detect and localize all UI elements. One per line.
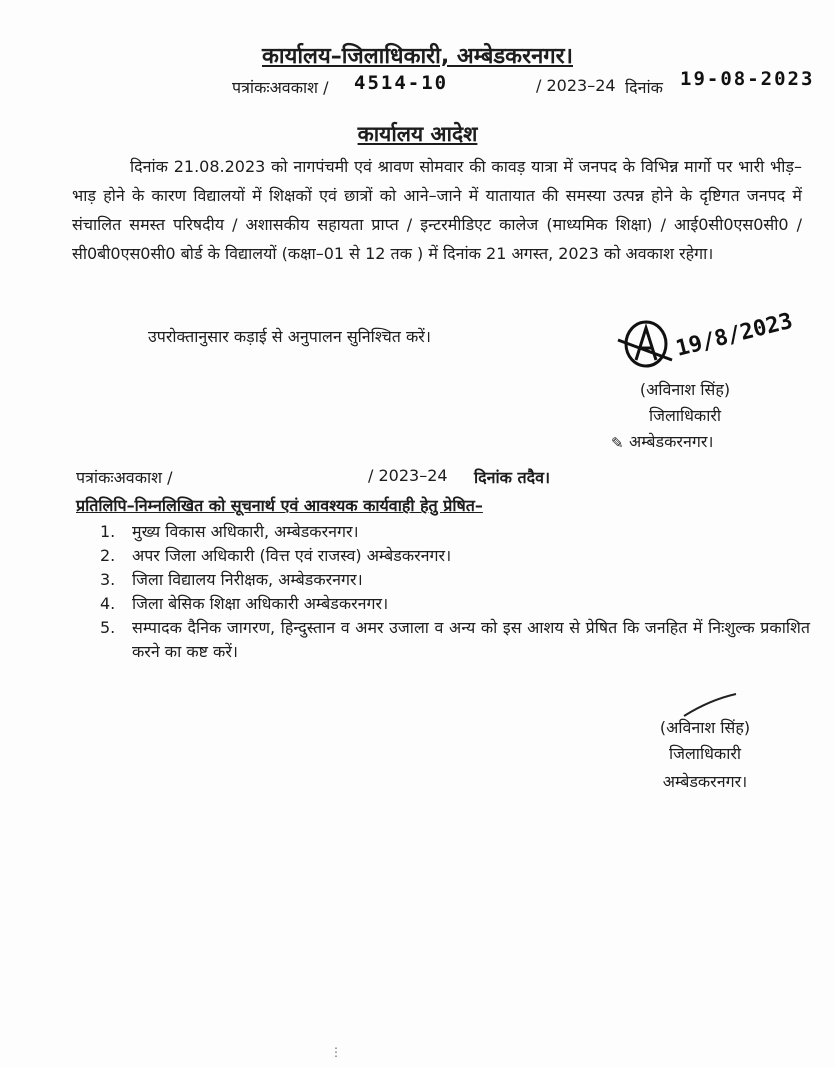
- signatory-2-name: (अविनाश सिंह): [659, 718, 751, 737]
- list-item-text: मुख्य विकास अधिकारी, अम्बेडकरनगर।: [132, 522, 359, 541]
- list-item-text: जिला बेसिक शिक्षा अधिकारी अम्बेडकरनगर।: [132, 594, 389, 613]
- order-title: कार्यालय आदेश: [357, 122, 478, 146]
- reference-prefix: पत्रांकःअवकाश /: [232, 78, 329, 97]
- compliance-line: उपरोक्तानुसार कड़ाई से अनुपालन सुनिश्चित करें।: [148, 327, 431, 346]
- initial-mark-icon: ✎: [611, 434, 624, 452]
- date-label: दिनांक: [625, 78, 663, 97]
- list-item-number: 4.: [100, 594, 116, 613]
- signatory-name: (अविनाश सिंह): [639, 380, 731, 399]
- list-item: [100, 520, 810, 544]
- list-item-text: अपर जिला अधिकारी (वित्त एवं राजस्व) अम्बेडकरनगर।: [132, 546, 452, 565]
- list-item-number: 5.: [100, 618, 116, 637]
- handwritten-signature: [610, 300, 835, 380]
- handwritten-date: 19-08-2023: [680, 68, 815, 90]
- signatory-2-designation: जिलाधिकारी: [668, 744, 742, 763]
- office-title: कार्यालय–जिलाधिकारी, अम्बेडकरनगर।: [261, 44, 573, 69]
- list-item-number: 1.: [100, 522, 116, 541]
- list-item-number: 3.: [100, 570, 116, 589]
- signatory-designation: जिलाधिकारी: [648, 406, 722, 425]
- copy-reference-year: / 2023–24: [368, 466, 448, 485]
- list-item-text: सम्पादक दैनिक जागरण, हिन्दुस्तान व अमर उजाला व अन्य को इस आशय से प्रेषित कि जनहित में निःशुल्क प्रकाशित करने का कष्ट करें।: [132, 618, 810, 661]
- list-item-text: जिला विद्यालय निरीक्षक, अम्बेडकरनगर।: [132, 570, 363, 589]
- reference-year: / 2023–24: [536, 76, 616, 95]
- list-item: [100, 568, 810, 592]
- signature-letter-a: [636, 328, 656, 360]
- copy-reference-prefix: पत्रांकःअवकाश /: [76, 468, 173, 487]
- list-item-number: 2.: [100, 546, 116, 565]
- signatory-2-place: अम्बेडकरनगर।: [662, 772, 748, 791]
- copy-date: दिनांक तदैव।: [474, 468, 551, 487]
- order-body: दिनांक 21.08.2023 को नागपंचमी एवं श्रावण सोमवार की कावड़ यात्रा में जनपद के विभिन्न मार्गो पर भारी भीड़–भाड़ होने के कारण विद्यालयों में शिक्षकों एवं छात्रों को आने–जाने में यातायात की समस्या उत्पन्न होने के दृष्टिगत जनपद में संचालित समस्त परिषदीय / अशासकीय सहायता प्राप्त / इन्टरमीडिएट कालेज (माध्यमिक शिक्षा) / आई0सी0एस0सी0 / सी0बी0एस0सी0 बोर्ड के विद्यालयों (कक्षा–01 से 12 तक ) में दिनांक 21 अगस्त, 2023 को अवकाश रहेगा।: [72, 157, 802, 263]
- handwritten-reference-number: 4514-10: [354, 72, 449, 94]
- signature-date: 19/8/2023: [673, 308, 796, 362]
- list-item: [100, 592, 810, 616]
- copy-recipient-list: [100, 520, 810, 664]
- copy-heading: प्रतिलिपि–निम्नलिखित को सूचनार्थ एवं आवश्यक कार्यवाही हेतु प्रेषित–: [76, 496, 483, 515]
- signatory-place: अम्बेडकरनगर।: [629, 432, 714, 451]
- list-item: [100, 616, 810, 664]
- list-item: [100, 544, 810, 568]
- page-speck-icon: ⋮: [330, 1045, 342, 1059]
